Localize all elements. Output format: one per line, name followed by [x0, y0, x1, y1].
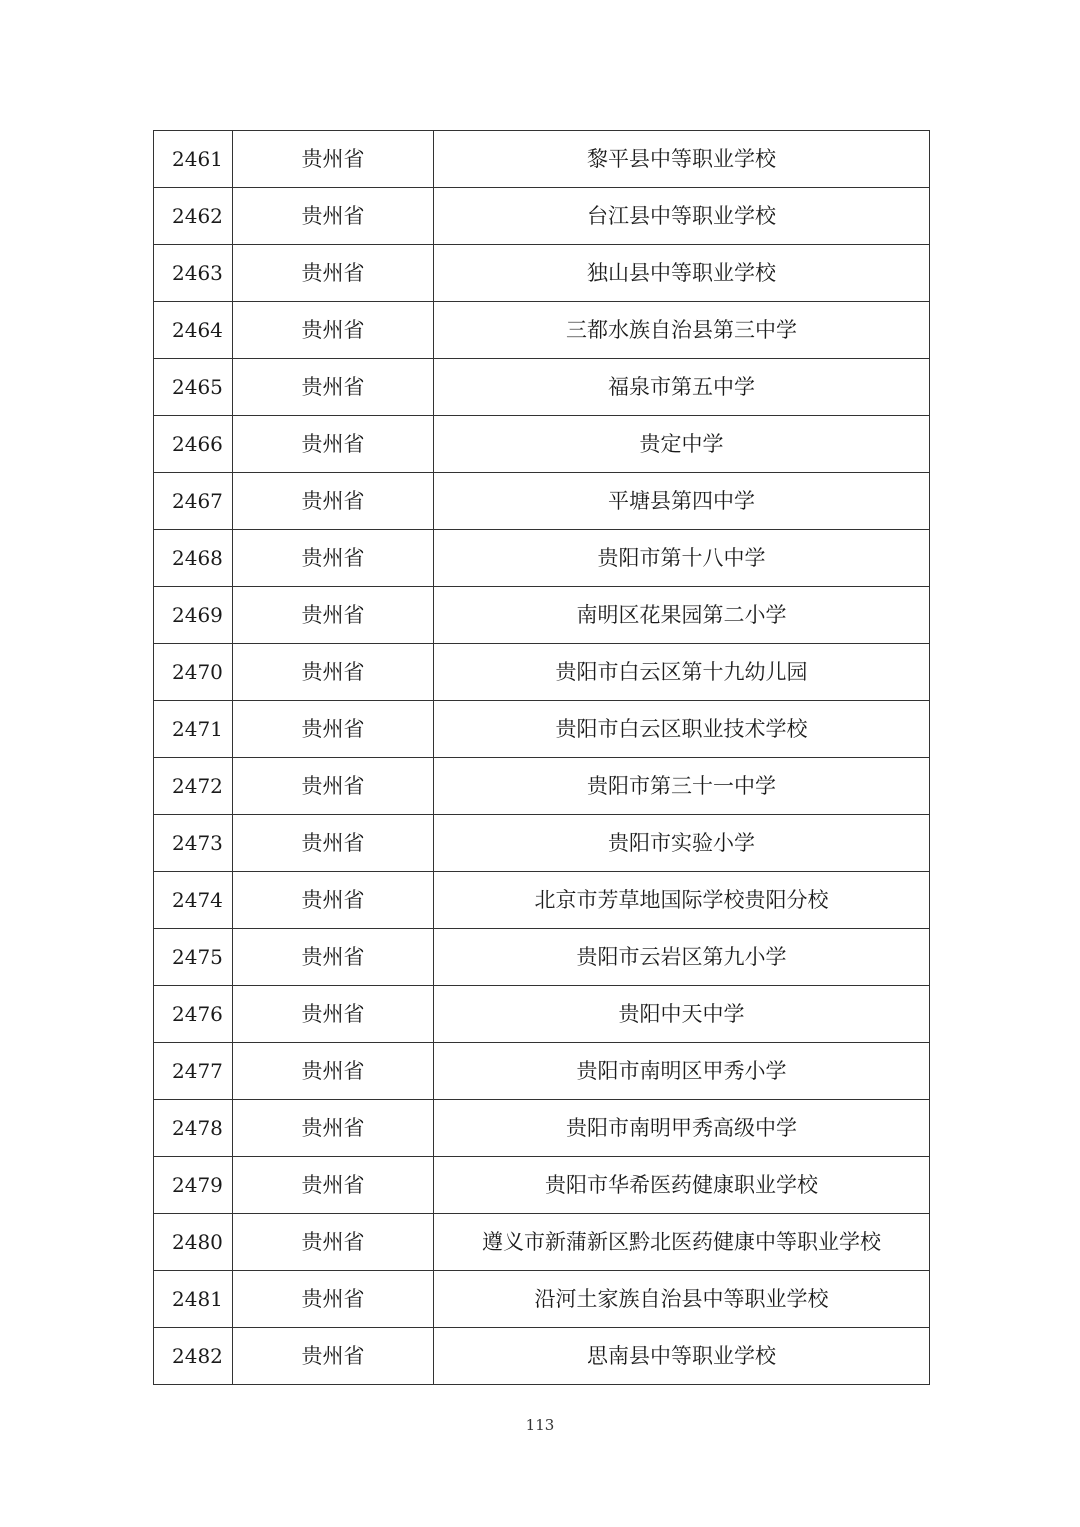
table-row [154, 1043, 930, 1100]
table-row [154, 815, 930, 872]
row-number-cell: 2462 [154, 188, 233, 245]
row-number-cell: 2461 [154, 131, 233, 188]
table-row [154, 1214, 930, 1271]
school-name-cell: 贵阳市实验小学 [434, 815, 930, 872]
row-number-cell: 2479 [154, 1157, 233, 1214]
province-cell: 贵州省 [233, 872, 434, 929]
table-row [154, 359, 930, 416]
school-name-cell: 思南县中等职业学校 [434, 1328, 930, 1385]
table-row [154, 701, 930, 758]
province-cell: 贵州省 [233, 1157, 434, 1214]
school-name-cell: 贵阳市南明甲秀高级中学 [434, 1100, 930, 1157]
table-row [154, 1100, 930, 1157]
province-cell: 贵州省 [233, 986, 434, 1043]
row-number-cell: 2463 [154, 245, 233, 302]
table-row [154, 530, 930, 587]
province-cell: 贵州省 [233, 815, 434, 872]
school-name-cell: 贵阳市白云区职业技术学校 [434, 701, 930, 758]
school-name-cell: 三都水族自治县第三中学 [434, 302, 930, 359]
row-number-cell: 2464 [154, 302, 233, 359]
row-number-cell: 2465 [154, 359, 233, 416]
row-number-cell: 2468 [154, 530, 233, 587]
table-row [154, 188, 930, 245]
table-row [154, 986, 930, 1043]
school-name-cell: 贵阳市南明区甲秀小学 [434, 1043, 930, 1100]
school-name-cell: 贵阳中天中学 [434, 986, 930, 1043]
table-row [154, 758, 930, 815]
school-name-cell: 贵阳市白云区第十九幼儿园 [434, 644, 930, 701]
row-number-cell: 2480 [154, 1214, 233, 1271]
row-number-cell: 2476 [154, 986, 233, 1043]
table-row [154, 1328, 930, 1385]
page-number: 113 [525, 1416, 555, 1434]
province-cell: 贵州省 [233, 416, 434, 473]
province-cell: 贵州省 [233, 701, 434, 758]
province-cell: 贵州省 [233, 644, 434, 701]
row-number-cell: 2478 [154, 1100, 233, 1157]
school-name-cell: 北京市芳草地国际学校贵阳分校 [434, 872, 930, 929]
table-row [154, 644, 930, 701]
school-name-cell: 南明区花果园第二小学 [434, 587, 930, 644]
row-number-cell: 2473 [154, 815, 233, 872]
school-name-cell: 贵定中学 [434, 416, 930, 473]
row-number-cell: 2469 [154, 587, 233, 644]
province-cell: 贵州省 [233, 245, 434, 302]
school-name-cell: 贵阳市第三十一中学 [434, 758, 930, 815]
table-row [154, 587, 930, 644]
table-row [154, 473, 930, 530]
school-name-cell: 黎平县中等职业学校 [434, 131, 930, 188]
table-row [154, 302, 930, 359]
table-row [154, 1157, 930, 1214]
school-name-cell: 贵阳市华希医药健康职业学校 [434, 1157, 930, 1214]
row-number-cell: 2467 [154, 473, 233, 530]
school-name-cell: 台江县中等职业学校 [434, 188, 930, 245]
province-cell: 贵州省 [233, 188, 434, 245]
row-number-cell: 2472 [154, 758, 233, 815]
row-number-cell: 2481 [154, 1271, 233, 1328]
school-name-cell: 福泉市第五中学 [434, 359, 930, 416]
school-name-cell: 贵阳市云岩区第九小学 [434, 929, 930, 986]
province-cell: 贵州省 [233, 1328, 434, 1385]
table-row [154, 872, 930, 929]
row-number-cell: 2474 [154, 872, 233, 929]
table-row [154, 131, 930, 188]
school-list-table [153, 130, 930, 1385]
province-cell: 贵州省 [233, 1271, 434, 1328]
province-cell: 贵州省 [233, 473, 434, 530]
province-cell: 贵州省 [233, 530, 434, 587]
row-number-cell: 2475 [154, 929, 233, 986]
table-row [154, 416, 930, 473]
province-cell: 贵州省 [233, 1100, 434, 1157]
row-number-cell: 2482 [154, 1328, 233, 1385]
province-cell: 贵州省 [233, 131, 434, 188]
school-name-cell: 遵义市新蒲新区黔北医药健康中等职业学校 [434, 1214, 930, 1271]
table-body [154, 131, 930, 1385]
table-row [154, 929, 930, 986]
province-cell: 贵州省 [233, 1214, 434, 1271]
province-cell: 贵州省 [233, 758, 434, 815]
row-number-cell: 2471 [154, 701, 233, 758]
province-cell: 贵州省 [233, 302, 434, 359]
row-number-cell: 2466 [154, 416, 233, 473]
table-row [154, 245, 930, 302]
table-row [154, 1271, 930, 1328]
school-name-cell: 贵阳市第十八中学 [434, 530, 930, 587]
province-cell: 贵州省 [233, 359, 434, 416]
row-number-cell: 2470 [154, 644, 233, 701]
province-cell: 贵州省 [233, 1043, 434, 1100]
province-cell: 贵州省 [233, 587, 434, 644]
province-cell: 贵州省 [233, 929, 434, 986]
row-number-cell: 2477 [154, 1043, 233, 1100]
school-name-cell: 独山县中等职业学校 [434, 245, 930, 302]
school-name-cell: 平塘县第四中学 [434, 473, 930, 530]
school-name-cell: 沿河土家族自治县中等职业学校 [434, 1271, 930, 1328]
